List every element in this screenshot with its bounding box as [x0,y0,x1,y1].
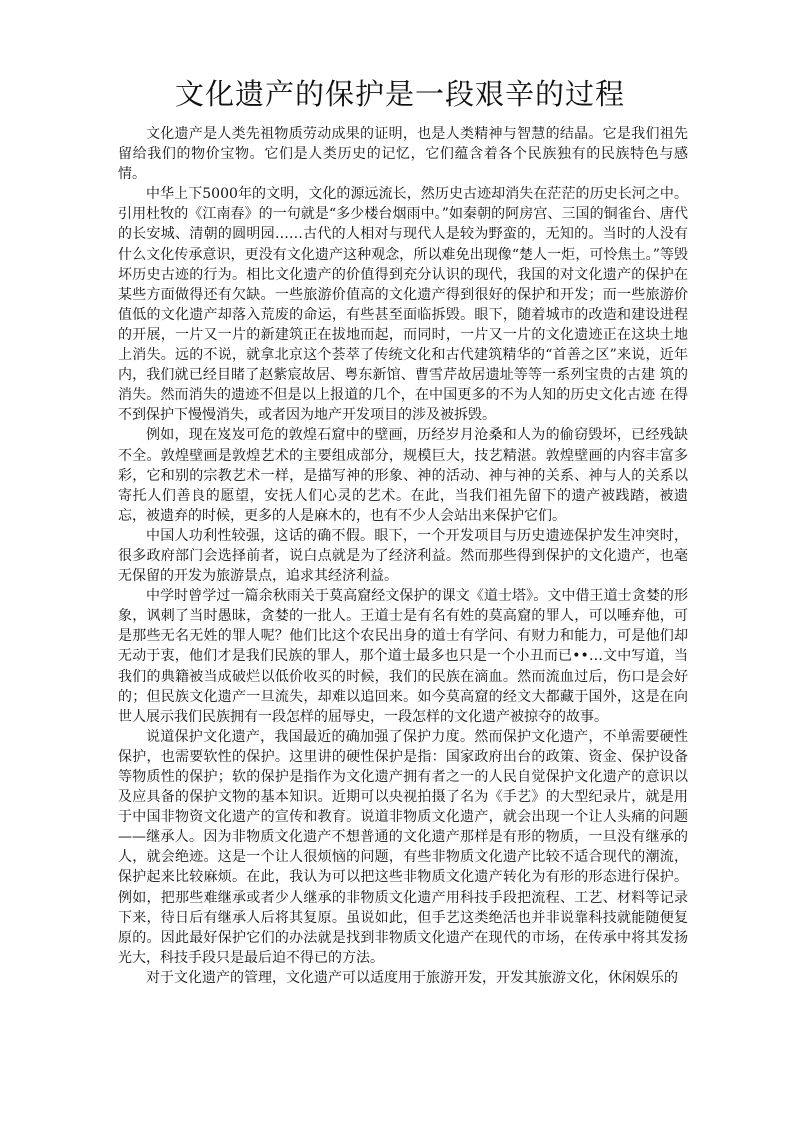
document-body [118,124,688,988]
paragraph-5: 中学时曾学过一篇余秋雨关于莫高窟经文保护的课文《道士塔》。文中借王道士贪婪的形象，讽刺了当时愚昧，贪婪的一批人。王道士是有名有姓的莫高窟的罪人，可以唾弃他，可是那些无名无姓的罪人呢？他们比这个农民出身的道士有学问、有财力和能力，可是他们却无动于衷，他们才是我们民族的罪人，那个道士最多也只是一个小丑而已••…文中写道，当我们的典籍被当成破烂以低价收买的时候，我们的民族在滴血。然而流血过后，伤口是会好的；但民族文化遗产一旦流失，却难以追回来。如今莫高窟的经文大都藏于国外，这是在向世人展示我们民族拥有一段怎样的屈辱史，一段怎样的文化遗产被掠夺的故事。 [118,588,688,725]
paragraph-6: 说道保护文化遗产，我国最近的确加强了保护力度。然而保护文化遗产，不单需要硬性保护，也需要软性的保护。这里讲的硬性保护是指：国家政府出台的政策、资金、保护设备等物质性的保护；软的保护是指作为文化遗产拥有者之一的人民自觉保护文化遗产的意识以及应具备的保护文物的基本知识。近期可以央视拍摄了名为《手艺》的大型纪录片，就是用于中国非物资文化遗产的宣传和教育。说道非物质文化遗产，就会出现一个让人头痛的问题——继承人。因为非物质文化遗产不想普通的文化遗产那样是有形的物质，一旦没有继承的人，就会绝迹。这是一个让人很烦恼的问题，有些非物质文化遗产比较不适合现代的潮流，保护起来比较麻烦。在此，我认为可以把这些非物质文化遗产转化为有形的形态进行保护。例如，把那些难继承或者少人继承的非物质文化遗产用科技手段把流程、工艺、材料等记录下来，待日后有继承人后将其复原。虽说如此，但手艺这类绝活也并非说靠科技就能随便复原的。因此最好保护它们的办法就是找到非物质文化遗产在现代的市场，在传承中将其发扬光大，科技手段只是最后迫不得已的方法。 [118,728,688,966]
paragraph-2: 中华上下5000年的文明，文化的源远流长，然历史古迹却消失在茫茫的历史长河之中。引用杜牧的《江南春》的一句就是“多少楼台烟雨中。”如秦朝的阿房宫、三国的铜雀台、唐代的长安城、清朝的圆明园……古代的人相对与现代人是较为野蛮的，无知的。当时的人没有什么文化传承意识，更没有文化遗产这种观念，所以难免出现像“楚人一炬，可怜焦土。”等毁坏历史古迹的行为。相比文化遗产的价值得到充分认识的现代，我国的对文化遗产的保护在某些方面做得还有欠缺。一些旅游价值高的文化遗产得到很好的保护和开发；而一些旅游价值低的文化遗产却落入荒废的命运，有些甚至面临拆毁。眼下，随着城市的改造和建设进程的开展，一片又一片的新建筑正在拔地而起，而同时，一片又一片的文化遗迹正在这块土地上消失。远的不说，就拿北京这个荟萃了传统文化和古代建筑精华的“首善之区”来说，近年内，我们就已经目睹了赵紫宸故居、粤东新馆、曹雪芹故居遗址等等一系列宝贵的古建 筑的消失。然而消失的遗迹不但是以上报道的几个，在中国更多的不为人知的历史文化古迹 在得不到保护下慢慢消失，或者因为地产开发项目的涉及被拆毁。 [118,186,688,424]
document-title: 文化遗产的保护是一段艰辛的过程 [174,77,625,111]
paragraph-4: 中国人功利性较强，这话的确不假。眼下，一个开发项目与历史遗迹保护发生冲突时，很多政府部门会选择前者，说白点就是为了经济利益。然而那些得到保护的文化遗产，也毫无保留的开发为旅游景点，追求其经济利益。 [118,527,688,585]
paragraph-7: 对于文化遗产的管理，文化遗产可以适度用于旅游开发，开发其旅游文化，休闲娱乐的 [146,969,678,986]
paragraph-1: 文化遗产是人类先祖物质劳动成果的证明，也是人类精神与智慧的结晶。它是我们祖先留给我们的物价宝物。它们是人类历史的记忆，它们蕴含着各个民族独有的民族特色与感情。 [118,126,688,183]
paragraph-3: 例如，现在岌岌可危的敦煌石窟中的壁画，历经岁月沧桑和人为的偷窃毁坏，已经残缺不全。敦煌壁画是敦煌艺术的主要组成部分，规模巨大，技艺精湛。敦煌壁画的内容丰富多彩，它和别的宗教艺术一样，是描写神的形象、神的活动、神与神的关系、神与人的关系以寄托人们善良的愿望，安抚人们心灵的艺术。在此，当我们祖先留下的遗产被践踏，被遗忘，被遗弃的时候，更多的人是麻木的，也有不少人会站出来保护它们。 [118,427,688,524]
